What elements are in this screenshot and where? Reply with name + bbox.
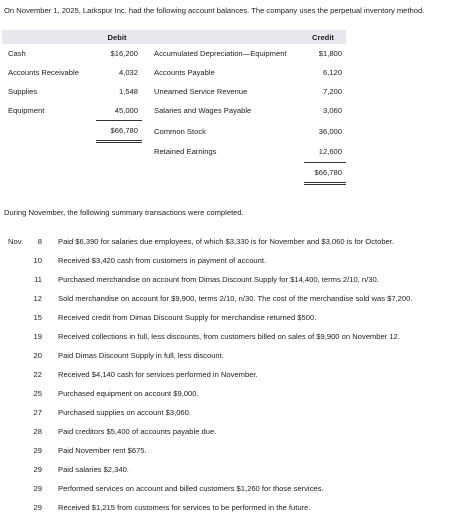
right-account-name: Accounts Payable: [154, 68, 215, 77]
transaction-day: 19: [33, 332, 42, 341]
left-account-name: [2, 121, 96, 142]
transaction-day: 15: [33, 313, 42, 322]
left-account-name: Accounts Receivable: [8, 68, 79, 77]
transaction-description: Purchased equipment on account $9,000.: [58, 389, 199, 398]
transaction-description: Received collections in full, less discounts, from customers billed on sales of $9,900 on November 12.: [58, 332, 400, 341]
transaction-month: Nov.: [8, 237, 24, 246]
table-row: [2, 44, 346, 63]
credit-amount: 36,000: [318, 126, 342, 136]
transaction-description: Received $4,140 cash for services performed in November.: [58, 370, 258, 379]
transaction-description: Received $3,420 cash from customers in payment of account.: [58, 256, 267, 265]
transaction-day: 8: [37, 237, 42, 246]
transaction-description: Purchased supplies on account $3,060.: [58, 408, 191, 417]
credit-amount: 12,600: [318, 147, 342, 156]
transaction-description: Received credit from Dimas Discount Supply for merchandise returned $500.: [58, 313, 317, 322]
right-account-name: [150, 162, 304, 183]
left-account-name: Equipment: [8, 106, 45, 116]
transaction-description: Paid salaries $2,340.: [58, 465, 129, 474]
credit-header: Credit: [304, 30, 346, 44]
right-account-name: Common Stock: [154, 126, 206, 136]
transaction-description: Purchased merchandise on account from Dimas Discount Supply for $14,400, terms 2/10, n/30.: [58, 275, 379, 284]
table-header-row: [2, 30, 346, 44]
credit-amount: 7,200: [322, 87, 342, 96]
transaction-day: 25: [33, 389, 42, 398]
credit-amount: 6,120: [322, 68, 342, 77]
table-row: [2, 162, 346, 183]
table-row: [2, 82, 346, 101]
credit-amount: 3,060: [322, 106, 342, 116]
debit-amount: 45,000: [114, 106, 138, 115]
right-account-name: Accumulated Depreciation—Equipment: [154, 49, 287, 58]
transaction-day: 29: [33, 465, 42, 474]
table-row: [2, 63, 346, 82]
debit-header: Debit: [96, 30, 142, 44]
debit-amount: 4,032: [118, 68, 138, 77]
left-account-name: [2, 142, 96, 163]
table-row: [2, 121, 346, 142]
transaction-description: Sold merchandise on account for $9,900, terms 2/10, n/30. The cost of the merchandise sold was $7,200.: [58, 294, 413, 303]
transaction-day: 10: [33, 256, 42, 265]
debit-amount: 1,548: [118, 87, 138, 96]
transaction-description: Paid $6,390 for salaries due employees, of which $3,330 is for November and $3,060 is for October.: [58, 237, 395, 246]
right-account-name: Retained Earnings: [154, 147, 217, 157]
account-balances-table: [2, 30, 346, 185]
right-account-name: Salaries and Wages Payable: [154, 106, 252, 116]
table-row: [2, 101, 346, 121]
table-row: [2, 142, 346, 163]
transaction-day: 12: [33, 294, 42, 303]
debit-amount: [96, 142, 142, 163]
transaction-day: 29: [33, 503, 42, 512]
intro-text: On November 1, 2025, Larkspur Inc. had the following account balances. The company uses the perpetual inventory method.: [4, 6, 425, 15]
transaction-day: 29: [33, 446, 42, 455]
debit-amount: $16,200: [110, 49, 138, 58]
transaction-day: 22: [33, 370, 42, 379]
transaction-day: 28: [33, 427, 42, 436]
transaction-description: Paid creditors $5,400 of accounts payable due.: [58, 427, 217, 436]
left-account-name: Cash: [8, 49, 26, 58]
transaction-day: 20: [33, 351, 42, 360]
right-account-name: Unearned Service Revenue: [154, 87, 248, 96]
left-account-name: [2, 162, 96, 183]
transaction-day: 29: [33, 484, 42, 493]
credit-amount: $1,800: [318, 49, 342, 58]
left-account-name: Supplies: [8, 87, 38, 96]
transaction-day: 11: [34, 275, 42, 284]
transaction-description: Paid Dimas Discount Supply in full, less discount.: [58, 351, 224, 360]
credit-total: $66,780: [304, 162, 346, 183]
transaction-day: 27: [33, 408, 42, 417]
debit-total: $66,780: [96, 121, 142, 142]
transaction-description: Received $1,215 from customers for services to be performed in the future.: [58, 503, 311, 512]
during-november-text: During November, the following summary transactions were completed.: [4, 208, 244, 217]
transaction-description: Performed services on account and billed customers $1,260 for those services.: [58, 484, 324, 493]
transaction-description: Paid November rent $675.: [58, 446, 147, 455]
debit-amount: [96, 162, 142, 183]
